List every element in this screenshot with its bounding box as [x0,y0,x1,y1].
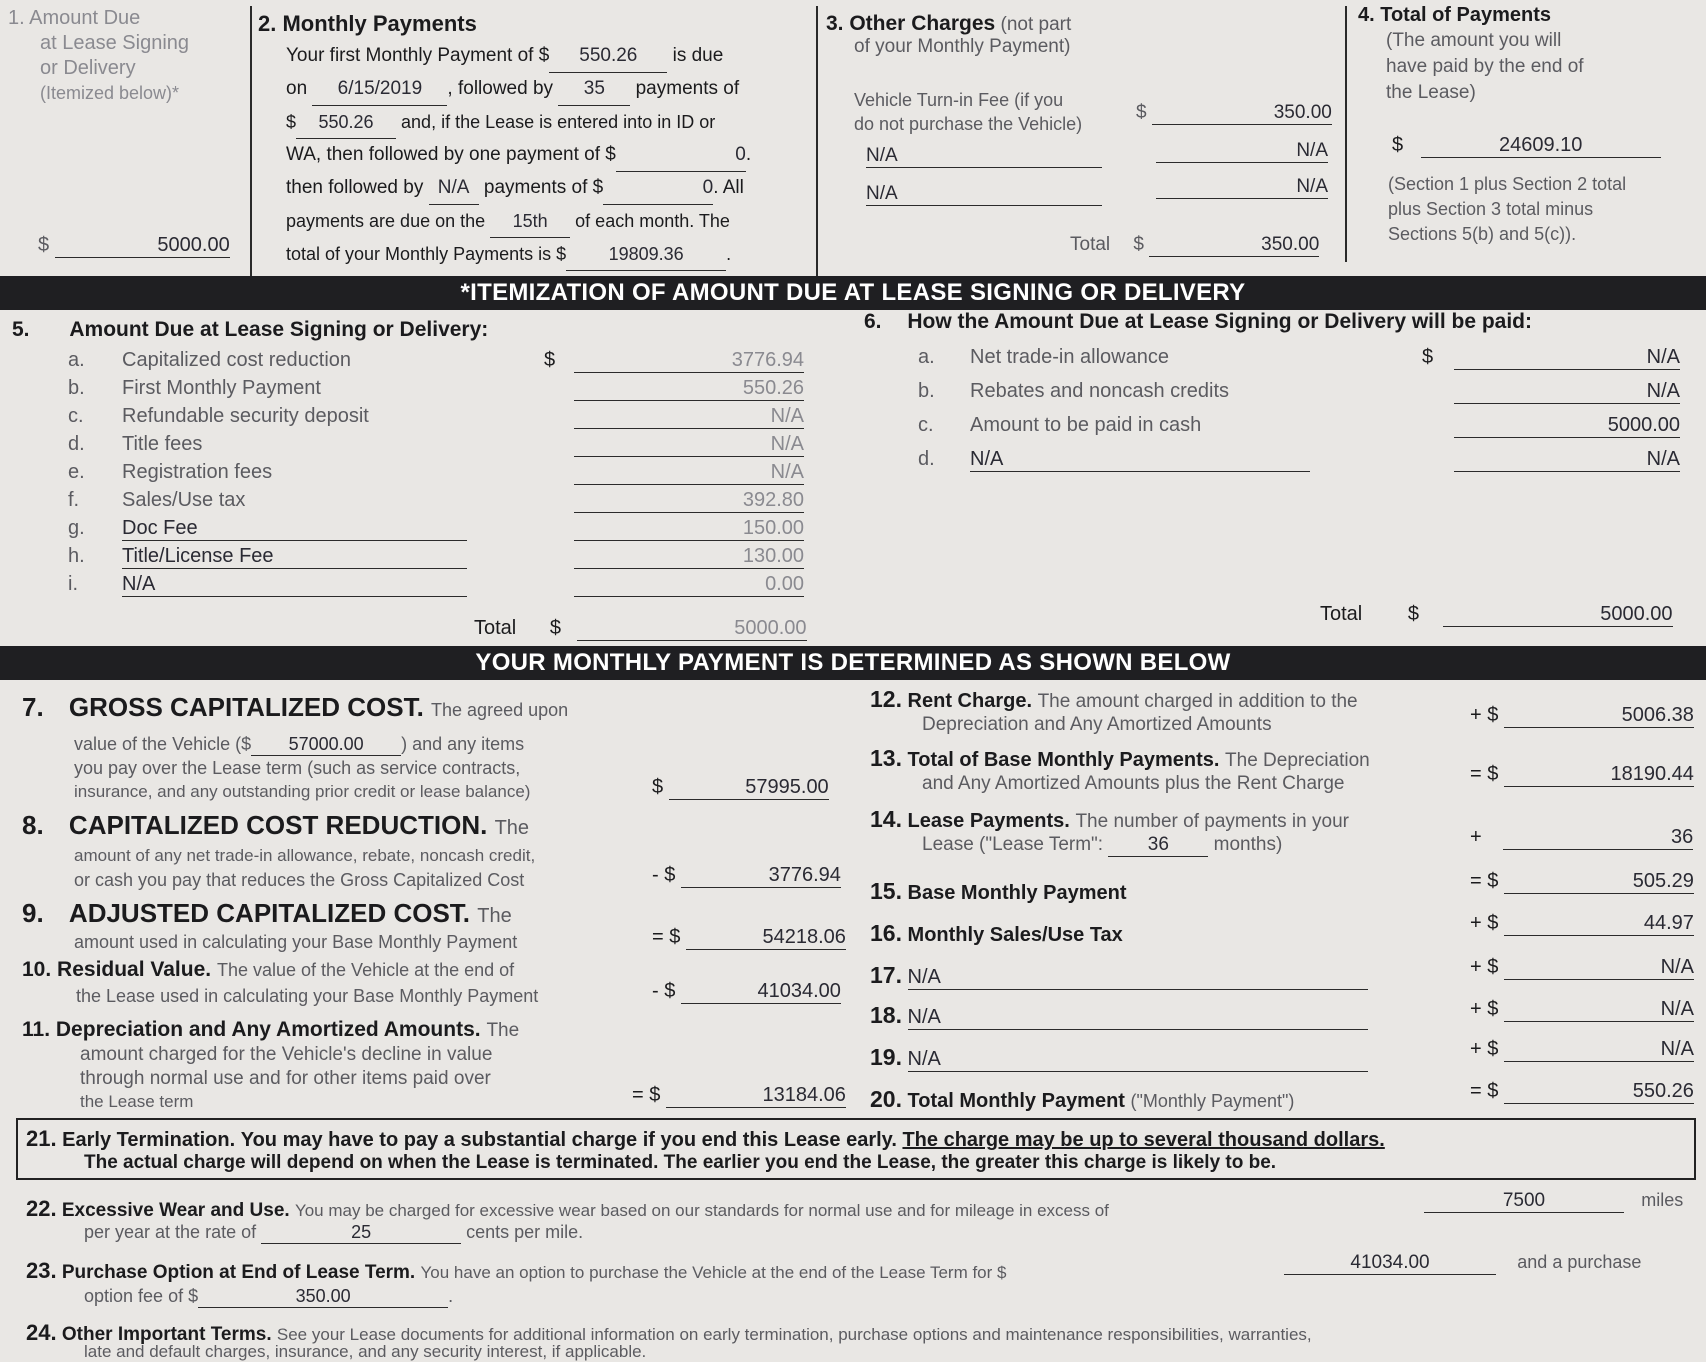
item-22-miles [1424,1190,1683,1213]
total-label: Total [474,617,517,639]
item-label: Rebates and noncash credits [970,380,1230,402]
item-20-total-monthly [870,1086,1294,1113]
item-12-head [870,686,1358,713]
item-12-line-2: Depreciation and Any Amortized Amounts [922,714,1272,735]
text: is due [672,45,724,66]
item-number: 11. [22,1018,51,1041]
item-title: Total Monthly Payment [907,1090,1125,1112]
item-number: 19. [870,1044,902,1070]
sec-6-item-value: 5000.00 [1454,414,1680,438]
sec-5-item-value: N/A [574,405,804,429]
item-7-head [22,692,568,723]
box-1-line: at Lease Signing [40,32,190,54]
item-19-value: N/A [1504,1038,1694,1062]
due-date-value: 6/15/2019 [312,73,447,106]
sec-5-item-row [68,377,321,400]
box-4-desc: (The amount you will [1386,30,1562,51]
sec-5-items [0,345,830,625]
item-9-head [22,898,512,929]
item-21-line-1 [26,1126,1385,1152]
dollar-sign: $ [1422,346,1434,368]
text: ) and any items [401,734,525,754]
operator: = $ [1470,1080,1499,1102]
text: ("Monthly Payment") [1130,1091,1295,1111]
box-4-desc: the Lease) [1386,82,1476,103]
item-13-amount [1470,763,1694,787]
item-number: 10. [22,958,52,981]
item-number: 14. [870,806,902,832]
item-13-line-2: and Any Amortized Amounts plus the Rent Charge [922,773,1345,794]
text: . All [713,177,744,198]
item-title: Lease Payments. [907,810,1070,832]
box-3-title-note: of your Monthly Payment) [854,36,1071,57]
item-number: 9. [22,898,44,928]
then-amount-value: 0 [603,172,713,205]
item-23-purchase-option [26,1258,1006,1284]
box-4-total-payments [1358,2,1698,106]
dollar-sign: $ [1136,102,1147,123]
sec-5-item-row [68,489,245,512]
text: plus Section 3 total minus [1388,199,1594,219]
divider-3-4 [1345,6,1347,262]
item-10-line-2: the Lease used in calculating your Base Monthly Payment [76,986,539,1006]
lease-term-value: 36 [1108,834,1208,857]
depreciation-value: 13184.06 [666,1084,846,1108]
divider-1-2 [250,6,252,276]
item-number: 15. [870,878,902,904]
num-payments-value: 35 [558,73,630,106]
item-7-line-2 [74,734,524,756]
item-letter: c. [918,414,934,436]
monthly-tax-value: 44.97 [1504,912,1694,936]
box-1-amount-due [8,6,240,106]
item-label: N/A [970,448,1310,472]
sec-5-total-value: 5000.00 [577,617,807,641]
item-label: Net trade-in allowance [970,346,1169,368]
box-1-line: 1. Amount Due [8,7,141,29]
text: , followed by [447,78,554,99]
item-letter: i. [68,573,78,595]
sec-6-title [864,310,1532,334]
vehicle-value: 57000.00 [251,734,401,756]
other-charge-amount-3 [1156,176,1328,199]
box-2-line-6 [258,205,808,238]
monthly-payment-band: YOUR MONTHLY PAYMENT IS DETERMINED AS SHOWN BELOW [0,646,1706,680]
cap-cost-reduction-value: 3776.94 [681,864,841,888]
other-charge-row-2 [866,145,1102,168]
item-title: Base Monthly Payment [907,882,1127,904]
item-letter: a. [68,349,85,371]
purchase-price-value: 41034.00 [1284,1252,1496,1275]
sec-5-total-row [474,617,807,641]
box-2-line-1 [258,40,808,73]
text: The number of payments in your [1075,811,1349,832]
lease-payments-value: 36 [1503,826,1693,850]
other-charge-value: N/A [1156,140,1328,163]
item-number: 18. [870,1002,902,1028]
text: value of the Vehicle ($ [74,734,252,754]
sec-5-item-row [68,461,272,484]
text: The value of the Vehicle at the end of [216,960,515,980]
item-title: Monthly Sales/Use Tax [907,924,1123,946]
item-11-amount [632,1084,846,1108]
item-9-line-2: amount used in calculating your Base Monthly Payment [74,932,518,952]
text: then followed by [286,177,424,198]
turn-in-fee-amount-row [1136,102,1332,125]
text: The amount charged in addition to the [1037,691,1358,712]
box-3-total-value: 350.00 [1149,234,1319,257]
other-charge-label: N/A [866,145,1102,168]
purchase-option-fee-value: 350.00 [198,1286,448,1308]
sec-5-item-value: 150.00 [574,517,804,541]
box-2-line-2 [258,73,808,106]
box-2-title: 2. Monthly Payments [258,11,477,36]
total-of-payments-value: 24609.10 [1421,134,1661,158]
item-title: ADJUSTED CAPITALIZED COST. [68,898,471,928]
operator: = $ [652,926,681,948]
item-letter: h. [68,545,85,567]
item-20-amount [1470,1080,1694,1104]
item-label: First Monthly Payment [122,377,321,399]
sec-6-item-row [918,448,1310,472]
text: Sections 5(b) and 5(c)). [1388,224,1577,244]
box-1-amount-row [38,234,230,258]
item-label: Capitalized cost reduction [122,349,352,371]
one-payment-value: 0 [616,139,746,172]
sec-5-item-row [68,573,467,597]
item-number: 16. [870,920,902,946]
item-number: 17. [870,962,902,988]
sec-5-item-row [68,349,351,372]
operator: + $ [1470,912,1499,934]
item-8-line-3: or cash you pay that reduces the Gross Capitalized Cost [74,870,525,890]
operator: - $ [652,980,676,1002]
payment-amount-value: 550.26 [296,106,396,139]
item-22-line-2 [84,1222,583,1244]
text: The [494,817,530,839]
operator: = $ [1470,870,1499,892]
sec-5-title [12,318,488,342]
item-7-amount [652,776,829,800]
item-9-amount [652,926,846,950]
item-title: Early Termination. [62,1129,236,1151]
total-label: Total [1070,234,1111,255]
box-1-amount: 5000.00 [55,234,230,258]
text: Your first Monthly Payment of $ [286,45,550,66]
text: miles [1641,1190,1684,1210]
item-number: 21. [26,1126,57,1151]
item-title: Excessive Wear and Use. [61,1200,290,1221]
box-3-other-charges [826,12,1336,58]
item-number: 20. [870,1086,902,1112]
item-18-value: N/A [1504,998,1694,1022]
sec-5-item-value: 550.26 [574,377,804,401]
item-12-amount [1470,704,1694,728]
sec-5-item-row [68,545,467,569]
text: and, if the Lease is entered into in ID or [401,112,716,132]
item-title: Residual Value. [57,958,212,981]
dollar-sign: $ [1392,134,1404,156]
text: $ [286,112,297,132]
item-title: Depreciation and Any Amortized Amounts. [55,1018,481,1041]
item-15-amount [1470,870,1694,894]
item-letter: e. [68,461,85,483]
sec-6-item-row [918,414,1201,437]
operator: + $ [1470,956,1499,978]
box-2-monthly-payments [258,8,808,271]
sec-6-item-row [918,346,1169,369]
item-number: 13. [870,745,902,771]
item-19-amount [1470,1038,1694,1062]
total-monthly-payment-value: 550.26 [1504,1080,1694,1104]
text: months) [1213,834,1283,855]
text: payments of $ [483,177,604,198]
itemization-band: *ITEMIZATION OF AMOUNT DUE AT LEASE SIGNING OR DELIVERY [0,276,1706,310]
operator: + [1470,826,1482,848]
box-1-line: (Itemized below)* [40,83,180,103]
text: See your Lease documents for additional information on early termination, purchase options and maintenance responsibilities, warranties, [276,1325,1312,1344]
sec-6-total-value: 5000.00 [1443,603,1673,627]
sec-6-total-row [1320,603,1673,627]
operator: + $ [1470,704,1499,726]
item-11-line-2: amount charged for the Vehicle's decline in value [80,1044,493,1065]
mileage-allowance-value: 7500 [1424,1190,1624,1213]
sec-5-item-row [68,405,369,428]
divider-2-3 [816,6,818,276]
dollar-sign: $ [549,617,561,639]
box-3-total-row [1070,234,1319,257]
box-2-line-7: total of your Monthly Payments is $ 19809.36 . [258,238,808,271]
item-letter: b. [68,377,85,399]
item-7-line-3: you pay over the Lease term (such as service contracts, [74,758,521,778]
item-letter: c. [68,405,84,427]
text: Vehicle Turn-in Fee (if you [854,90,1064,110]
item-label: Sales/Use tax [122,489,246,511]
item-19-label: N/A [908,1048,1368,1072]
box-4-note [1388,172,1698,247]
text: WA, then followed by one payment of $ [286,144,616,165]
dollar-sign: $ [38,234,50,256]
item-13-head [870,745,1370,772]
item-label: Registration fees [122,461,273,483]
item-24-line-2: late and default charges, insurance, and any security interest, if applicable. [84,1342,647,1361]
box-2-line-3 [258,106,808,139]
operator: = $ [1470,763,1499,785]
item-title: CAPITALIZED COST REDUCTION. [68,810,488,840]
item-17 [870,962,1368,990]
item-21-line-2: The actual charge will depend on when the Lease is terminated. The earlier you end the Lease, the greater this charge is likely to be. [84,1152,1277,1173]
section-title: How the Amount Due at Lease Signing or Delivery will be paid: [907,310,1533,333]
item-letter: d. [918,448,935,470]
box-3-title: 3. Other Charges [826,12,996,35]
text: payments are due on the [286,211,486,231]
operator: + $ [1470,1038,1499,1060]
text: do not purchase the Vehicle) [854,114,1083,134]
text: of each month. The [575,211,730,231]
gross-cap-cost-value: 57995.00 [669,776,829,800]
item-15-base-monthly [870,878,1127,905]
turn-in-fee-value: 350.00 [1152,102,1332,125]
item-18 [870,1002,1368,1030]
item-23-line-2 [84,1286,453,1308]
text: You may be charged for excessive wear based on our standards for normal use and for mileage in excess of [294,1201,1109,1220]
dollar-sign: $ [544,349,556,371]
section-number: 5. [12,318,30,341]
item-letter: g. [68,517,85,539]
item-8-line-2: amount of any net trade-in allowance, rebate, noncash credit, [74,846,536,865]
item-23-price [1284,1252,1641,1275]
item-8-head [22,810,529,841]
item-title: Purchase Option at End of Lease Term. [61,1262,416,1283]
text: and a purchase [1517,1252,1642,1272]
item-label: Amount to be paid in cash [970,414,1202,436]
text: option fee of $ [84,1286,199,1306]
box-4-title: 4. Total of Payments [1358,4,1552,26]
box-1-line: or Delivery [40,57,136,79]
text: (Section 1 plus Section 2 total [1388,174,1627,194]
other-charge-label: N/A [866,183,1102,206]
sec-5-item-value: 130.00 [574,545,804,569]
item-label: Refundable security deposit [122,405,369,427]
item-11-head [22,1018,519,1042]
item-14-head [870,806,1349,833]
sec-5-item-row [68,433,202,456]
excess-mile-rate-value: 25 [261,1222,461,1244]
item-10-head [22,958,514,982]
item-number: 7. [22,692,44,722]
item-10-amount [652,980,841,1004]
item-title: Rent Charge. [907,690,1033,712]
item-title: GROSS CAPITALIZED COST. [68,692,424,722]
then-num-value: N/A [429,172,479,205]
text: per year at the rate of [84,1222,257,1242]
text: The charge may be up to several thousand dollars. [902,1129,1385,1151]
text: payments of [635,78,740,99]
turn-in-fee-label [854,88,1082,136]
sec-5-item-row [68,517,467,541]
item-letter: b. [918,380,935,402]
total-monthly-value: 19809.36 [566,238,726,271]
item-title: Total of Base Monthly Payments. [907,749,1220,771]
due-day-value: 15th [490,205,570,238]
residual-value: 41034.00 [681,980,841,1004]
item-17-value: N/A [1504,956,1694,980]
adjusted-cap-cost-value: 54218.06 [686,926,846,950]
text: Lease ("Lease Term": [922,834,1104,855]
sec-5-item-value: 392.80 [574,489,804,513]
sec-6-item-row [918,380,1229,403]
item-14-amount [1470,826,1693,850]
item-11-line-4: the Lease term [80,1092,194,1111]
box-3-title-line [826,12,1336,36]
sec-6-items [860,338,1700,498]
total-label: Total [1320,603,1363,625]
item-19 [870,1044,1368,1072]
base-monthly-payment-value: 505.29 [1504,870,1694,894]
box-4-desc: have paid by the end of [1386,56,1584,77]
box-2-line-4: WA, then followed by one payment of $ 0. [258,139,808,172]
text: cents per mile. [466,1222,584,1242]
other-charge-row-3 [866,183,1102,206]
text: The [486,1020,520,1041]
sec-5-item-value: N/A [574,433,804,457]
other-charge-value: N/A [1156,176,1328,199]
item-letter: f. [68,489,80,511]
text: The agreed upon [431,700,569,720]
sec-6-item-value: N/A [1454,448,1680,472]
section-number: 6. [864,310,882,333]
item-number: 12. [870,686,902,712]
item-number: 24. [26,1320,57,1345]
text: The Depreciation [1225,750,1370,771]
item-letter: a. [918,346,935,368]
first-payment-value: 550.26 [549,40,667,73]
operator: = $ [632,1084,661,1106]
item-number: 8. [22,810,44,840]
item-17-label: N/A [908,966,1368,990]
text: . [448,1286,454,1306]
dollar-sign: $ [1133,234,1144,255]
operator: $ [652,776,664,798]
item-title: Other Important Terms. [61,1324,272,1345]
sec-5-item-value: N/A [574,461,804,485]
item-18-label: N/A [908,1006,1368,1030]
text: You may have to pay a substantial charge if you end this Lease early. [240,1129,897,1151]
item-18-amount [1470,998,1694,1022]
box-4-amount-row [1392,134,1661,158]
item-11-line-3: through normal use and for other items paid over [80,1068,491,1089]
text: You have an option to purchase the Vehicle at the end of the Lease Term for $ [420,1263,1007,1282]
text: on [286,78,308,99]
box-2-line-5 [258,172,808,205]
sec-6-item-value: N/A [1454,346,1680,370]
item-label: Title/License Fee [122,545,467,569]
item-number: 23. [26,1258,57,1283]
text: (not part [1000,14,1072,35]
other-charge-amount-2 [1156,140,1328,163]
item-label: Doc Fee [122,517,467,541]
operator: - $ [652,864,676,886]
rent-charge-value: 5006.38 [1504,704,1694,728]
item-17-amount [1470,956,1694,980]
item-22-excess-wear [26,1196,1109,1222]
item-8-amount [652,864,841,888]
dollar-sign: $ [1407,603,1419,625]
item-number: 22. [26,1196,57,1221]
operator: + $ [1470,998,1499,1020]
sec-6-item-value: N/A [1454,380,1680,404]
item-14-line-2 [922,834,1282,857]
item-16-sales-tax [870,920,1123,947]
sec-5-item-value: 3776.94 [574,349,804,373]
sec-5-item-value: 0.00 [574,573,804,597]
text: total of your Monthly Payments is $ [286,244,567,264]
item-16-amount [1470,912,1694,936]
item-label: N/A [122,573,467,597]
text: The [477,905,512,927]
item-letter: d. [68,433,85,455]
section-title: Amount Due at Lease Signing or Delivery: [69,318,489,341]
item-7-line-4: insurance, and any outstanding prior credit or lease balance) [74,782,531,801]
total-base-payments-value: 18190.44 [1504,763,1694,787]
item-label: Title fees [122,433,203,455]
